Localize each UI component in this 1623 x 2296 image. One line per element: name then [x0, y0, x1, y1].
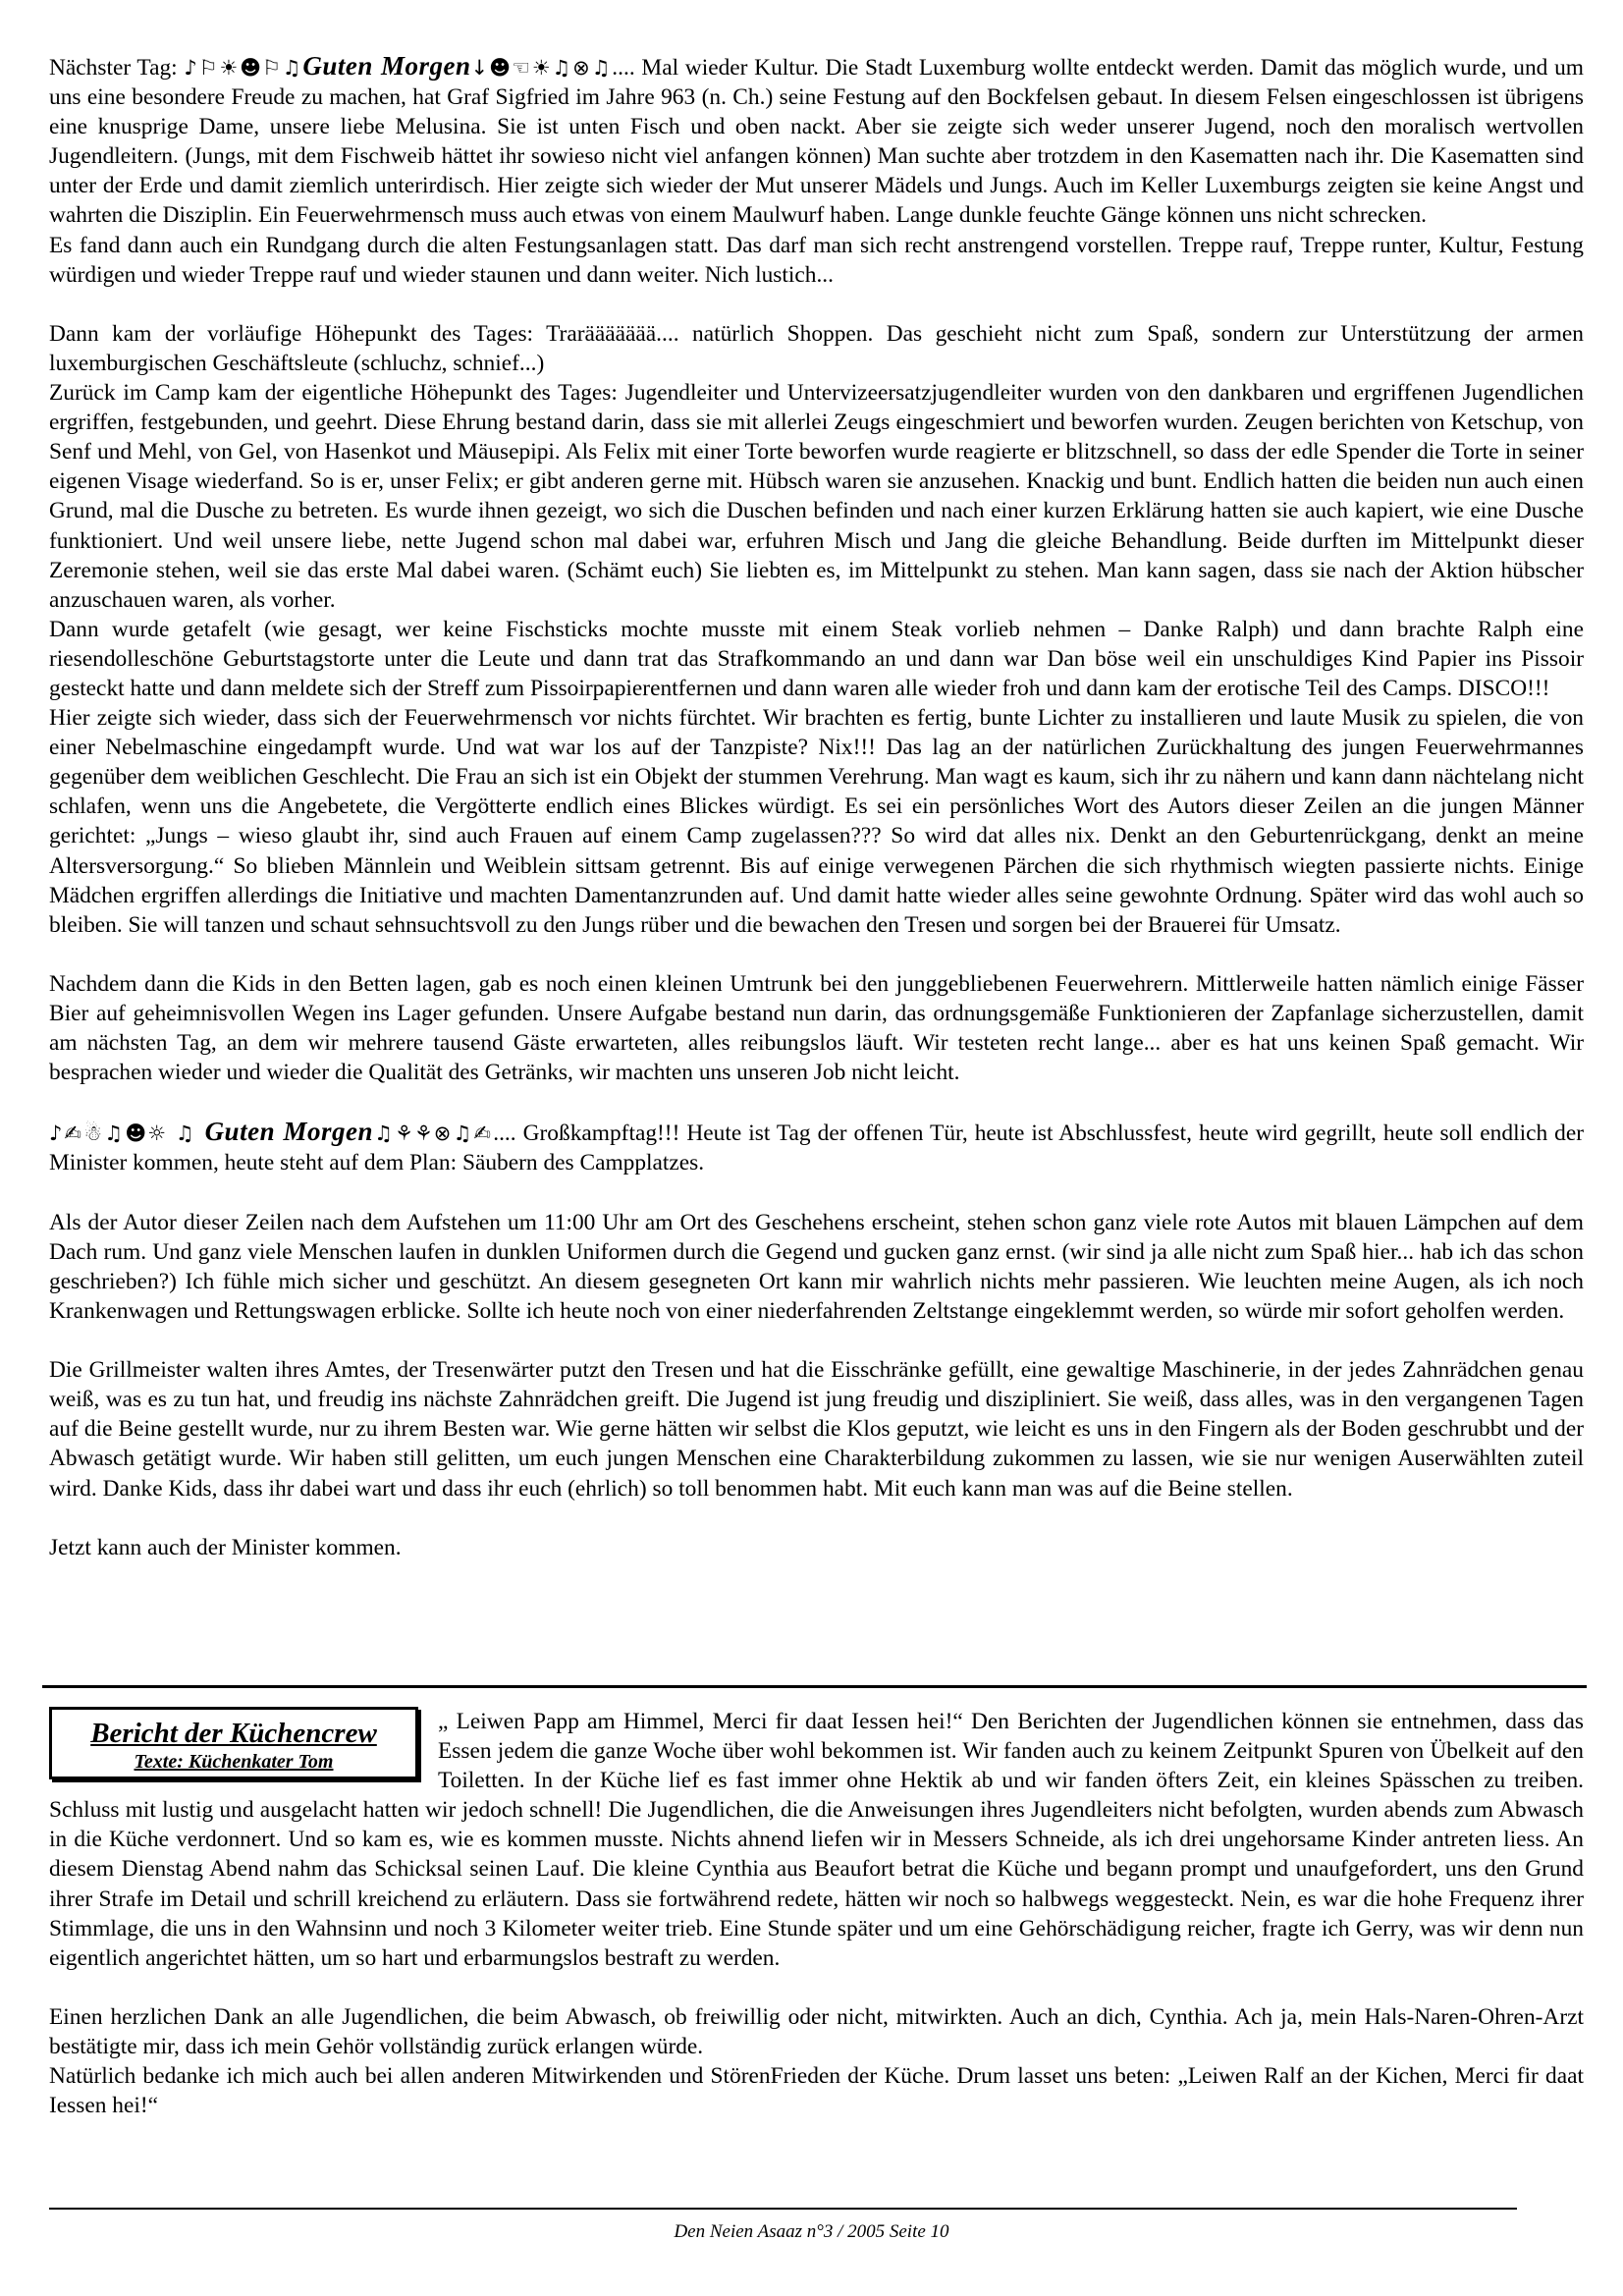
page-footer: Den Neien Asaaz n°3 / 2005 Seite 10 [674, 2221, 949, 2242]
paragraph: „ Leiwen Papp am Himmel, Merci fir daat Iessen hei!“ Den Berichten der Jugendlichen können sie entnehmen, dass das Essen jedem die ganze Woche über wohl bekommen ist. Wir fanden auch zu keinem Zeitpunkt Spuren von Übelkeit auf den Toiletten. In der Küche lief es fast immer ohne Hektik ab und wir fanden öfters Zeit, ein kleines Spässchen zu treiben. Schluss mit lustig und ausgelacht hatten wir jedoch schnell! Die Jugendlichen, die die Anweisungen ihres Jugendleiters nicht befolgten, wurden abends zum Abwasch in die Küche verdonnert. Und so kam es, wie es kommen musste. Nichts ahnend liefen wir in Messers Schneide, als ich drei ungehorsame Kinder antreten liess. An diesem Dienstag Abend nahm das Schicksal seinen Lauf. Die kleine Cynthia aus Beaufort betrat die Küche und begann prompt und unaufgefordert, uns den Grund ihrer Strafe im Detail und schrill kreichend zu erläutern. Dass sie fortwährend redete, hätten wir noch so halbwegs weggesteckt. Nein, es war die hohe Frequenz ihrer Stimmlage, die uns in den Wahnsinn und noch 3 Kilometer weiter trieb. Eine Stunde später und um eine Gehörschädigung reicher, fragte ich Gerry, was wir denn nun eigentlich angerichtet hätten, um so hart und erbarmungslos bestraft zu werden. [49, 1709, 1584, 1971]
report-heading-box [49, 1707, 418, 1779]
paragraph: Die Grillmeister walten ihres Amtes, der Tresenwärter putzt den Tresen und hat die Eisschränke gefüllt, eine gewaltige Maschinerie, in der jedes Zahnrädchen genau weiß, was es zu tun hat, und freudig ins nächste Zahnrädchen greift. Die Jugend ist jung freudig und diszipliniert. Sie weiß, dass alles, was in den vergangenen Tagen auf die Beine gestellt wurde, nur zu ihrem Besten war. Wie gerne hätten wir selbst die Klos geputzt, wie leicht es uns in den Fingern als der Boden geschrubbt und der Abwasch getätigt wurde. Wir haben still gelitten, um euch jungen Menschen eine Charakterbildung zukommen zu lassen, wie sie nur wenigen Auserwählten zuteil wird. Danke Kids, dass ihr dabei wart und dass ihr euch (ehrlich) so toll benommen habt. Mit euch kann man was auf die Beine stellen. [49, 1357, 1584, 1502]
paragraph: Natürlich bedanke ich mich auch bei allen anderen Mitwirkenden und StörenFrieden der Küche. Drum lasset uns beten: „Leiwen Ralf an der Kichen, Merci fir daat Iessen hei!“ [49, 2063, 1584, 2119]
report-title: Bericht der Küchencrew [90, 1718, 377, 1749]
paragraph: Jetzt kann auch der Minister kommen. [49, 1534, 402, 1560]
section-divider [42, 1685, 1587, 1688]
decorative-symbols: ♫⚘⚘⊗♫✍ [373, 1121, 494, 1146]
guten-morgen-script: Guten Morgen [302, 51, 471, 81]
paragraph: Zurück im Camp kam der eigentliche Höhepunkt des Tages: Jugendleiter und Untervizeersatzjugendleiter wurden von den dankbaren und ergriffenen Jugendlichen ergriffen, festgebunden, und geehrt. Diese Ehrung bestand darin, dass sie mit allerlei Zeugs eingeschmiert und beworfen wurden. Zeugen berichten von Ketschup, von Senf und Mehl, von Gel, von Hasenkot und Mäusepipi. Als Felix mit einer Torte beworfen wurde reagierte er blitzschnell, so dass der edle Spender die Torte in seiner eigenen Visage wiederfand. So is er, unser Felix; er gibt anderen gerne mit. Hübsch waren sie anzusehen. Knackig und bunt. Endlich hatten die beiden nun auch einen Grund, mal die Dusche zu betreten. Es wurde ihnen gezeigt, wo sich die Duschen befinden und nach einer kurzen Erklärung hatten sie auch kapiert, wie eine Dusche funktioniert. Und weil unsere liebe, nette Jugend schon mal dabei war, erfuhren Misch und Jang die gleiche Behandlung. Beide durften im Mittelpunkt dieser Zeremonie stehen, weil sie das erste Mal dabei waren. (Schämt euch) Sie liebten es, im Mittelpunkt zu stehen. Man kann sagen, dass sie nach der Aktion hübscher anzuschauen waren, als vorher. [49, 380, 1584, 613]
paragraph-lead: Nächster Tag: [49, 55, 185, 81]
paragraph [49, 51, 1584, 231]
guten-morgen-script: Guten Morgen [204, 1117, 373, 1147]
paragraph: Einen herzlichen Dank an alle Jugendlichen, die beim Abwasch, ob freiwillig oder nicht, mitwirkten. Auch an dich, Cynthia. Ach ja, mein Hals-Naren-Ohren-Arzt bestätigte mir, dass ich mein Gehör vollständig zurück erlangen würde. [49, 2003, 1584, 2060]
paragraph: Es fand dann auch ein Rundgang durch die alten Festungsanlagen statt. Das darf man sich recht anstrengend vorstellen. Treppe rauf, Treppe runter, Kultur, Festung würdigen und wieder Treppe rauf und wieder staunen und dann weiter. Nich lustich... [49, 232, 1584, 288]
paragraph-text: .... Mal wieder Kultur. Die Stadt Luxemburg wollte entdeckt werden. Damit das möglich wurde, und um uns eine besondere Freude zu machen, hat Graf Sigfried im Jahre 963 (n. Ch.) seine Festung auf den Bockfelsen gebaut. In diesem Felsen eingeschlossen ist übrigens eine knusprige Dame, unsere liebe Melusina. Sie ist unten Fisch und oben nackt. Aber sie zeigte sich weder unserer Jugend, noch den moralisch wertvollen Jugendleitern. (Jungs, mit dem Fischweib hättet ihr sowieso nicht viel anfangen können) Man suchte aber trotzdem in den Kasematten nach ihr. Die Kasematten sind unter der Erde und damit ziemlich unterirdisch. Hier zeigte sich wieder der Mut unserer Mädels und Jungs. Auch im Keller Luxemburgs zeigten sie keine Angst und wahrten die Disziplin. Ein Feuerwehrmensch muss auch etwas von einem Maulwurf haben. Lange dunkle feuchte Gänge können uns nicht schrecken. [49, 55, 1584, 229]
paragraph [49, 1117, 1584, 1177]
paragraph: Hier zeigte sich wieder, dass sich der Feuerwehrmensch vor nichts fürchtet. Wir brachten es fertig, bunte Lichter zu installieren und laute Musik zu spielen, die von einer Nebelmaschine eingedampft wurde. Und wat war los auf der Tanzpiste? Nix!!! Das lag an der natürlichen Zurückhaltung des jungen Feuerwehrmannes gegenüber dem weiblichen Geschlecht. Die Frau an sich ist ein Objekt der stummen Verehrung. Man wagt es kaum, sich ihr zu nähern und kann dann nächtelang nicht schlafen, wenn uns die Angebetete, die Vergötterte endlich eines Blickes würdigt. Es sei ein persönliches Wort des Autors dieser Zeilen an die jungen Männer gerichtet: „Jungs – wieso glaubt ihr, sind auch Frauen auf einem Camp zugelassen??? So wird dat alles nix. Denkt an den Geburtenrückgang, denkt an meine Altersversorgung.“ So blieben Männlein und Weiblein sittsam getrennt. Bis auf einige verwegenen Pärchen die sich rhythmisch wiegten passierte nichts. Einige Mädchen ergriffen allerdings die Initiative und machten Damentanzrunden auf. Und damit hatte wieder alles seine gewohnte Ordnung. Später wird das wohl auch so bleiben. Sie will tanzen und schaut sehnsuchtsvoll zu den Jungs rüber und die bewachen den Tresen und sorgen bei der Brauerei für Umsatz. [49, 705, 1584, 938]
paragraph-text: .... Großkampftag!!! Heute ist Tag der offenen Tür, heute ist Abschlussfest, heute wird gegrillt, heute soll endlich der Minister kommen, heute steht auf dem Plan: Säubern des Campplatzes. [49, 1121, 1585, 1176]
report-author: Texte: Küchenkater Tom [134, 1751, 334, 1773]
paragraph: Dann kam der vorläufige Höhepunkt des Tages: Traräääääää.... natürlich Shoppen. Das geschieht nicht zum Spaß, sondern zur Unterstützung der armen luxemburgischen Geschäftsleute (schluchz, schnief...) [49, 320, 1584, 376]
decorative-symbols: ♪⚐☀☻⚐♫ [184, 56, 303, 80]
decorative-symbols: ↓☻☜☀♫⊗♫ [470, 56, 613, 80]
paragraph: Nachdem dann die Kids in den Betten lagen, gab es noch einen kleinen Umtrunk bei den junggebliebenen Feuerwehrern. Mittlerweile hatten nämlich einige Fässer Bier auf geheimnisvollen Wegen ins Lager gefunden. Unsere Aufgabe bestand nun darin, das ordnungsgemäße Funktionieren der Zapfanlage sicherzustellen, damit am nächsten Tag, an dem wir mehrere tausend Gäste erwarteten, alles reibungslos läuft. Wir testeten recht lange... aber es hat uns keinen Spaß gemacht. Wir besprachen wieder und wieder die Qualität des Getränks, wir machten uns unseren Job nicht leicht. [49, 970, 1584, 1086]
article-body [49, 51, 1584, 1562]
decorative-symbols: ♪✍☃♫☻☼ ♫ [49, 1121, 205, 1146]
paragraph: Als der Autor dieser Zeilen nach dem Aufstehen um 11:00 Uhr am Ort des Geschehens erscheint, stehen schon ganz viele rote Autos mit blauen Lämpchen auf dem Dach rum. Und ganz viele Menschen laufen in dunklen Uniformen durch die Gegend und gucken ganz ernst. (wir sind ja alle nicht zum Spaß hier... hab ich das schon geschrieben?) Ich fühle mich sicher und geschützt. An diesem gesegneten Ort kann mir wahrlich nichts mehr passieren. Wie leuchten meine Augen, als ich noch Krankenwagen und Rettungswagen erblicke. Sollte ich heute noch von einer niederfahrenden Zeltstange eingeklemmt werden, so würde mir sofort geholfen werden. [49, 1209, 1584, 1324]
footer-divider [49, 2208, 1517, 2210]
kitchen-crew-report [49, 1707, 1584, 2120]
paragraph: Dann wurde getafelt (wie gesagt, wer keine Fischsticks mochte musste mit einem Steak vorlieb nehmen – Danke Ralph) und dann brachte Ralph eine riesendolleschöne Geburtstagstorte unter die Leute und dann trat das Strafkommando an und dann war Dan böse weil ein unschuldiges Kind Papier ins Pissoir gesteckt hatte und dann meldete sich der Streff zum Pissoirpapierentfernen und dann waren alle wieder froh und dann kam der erotische Teil des Camps. DISCO!!! [49, 616, 1584, 701]
